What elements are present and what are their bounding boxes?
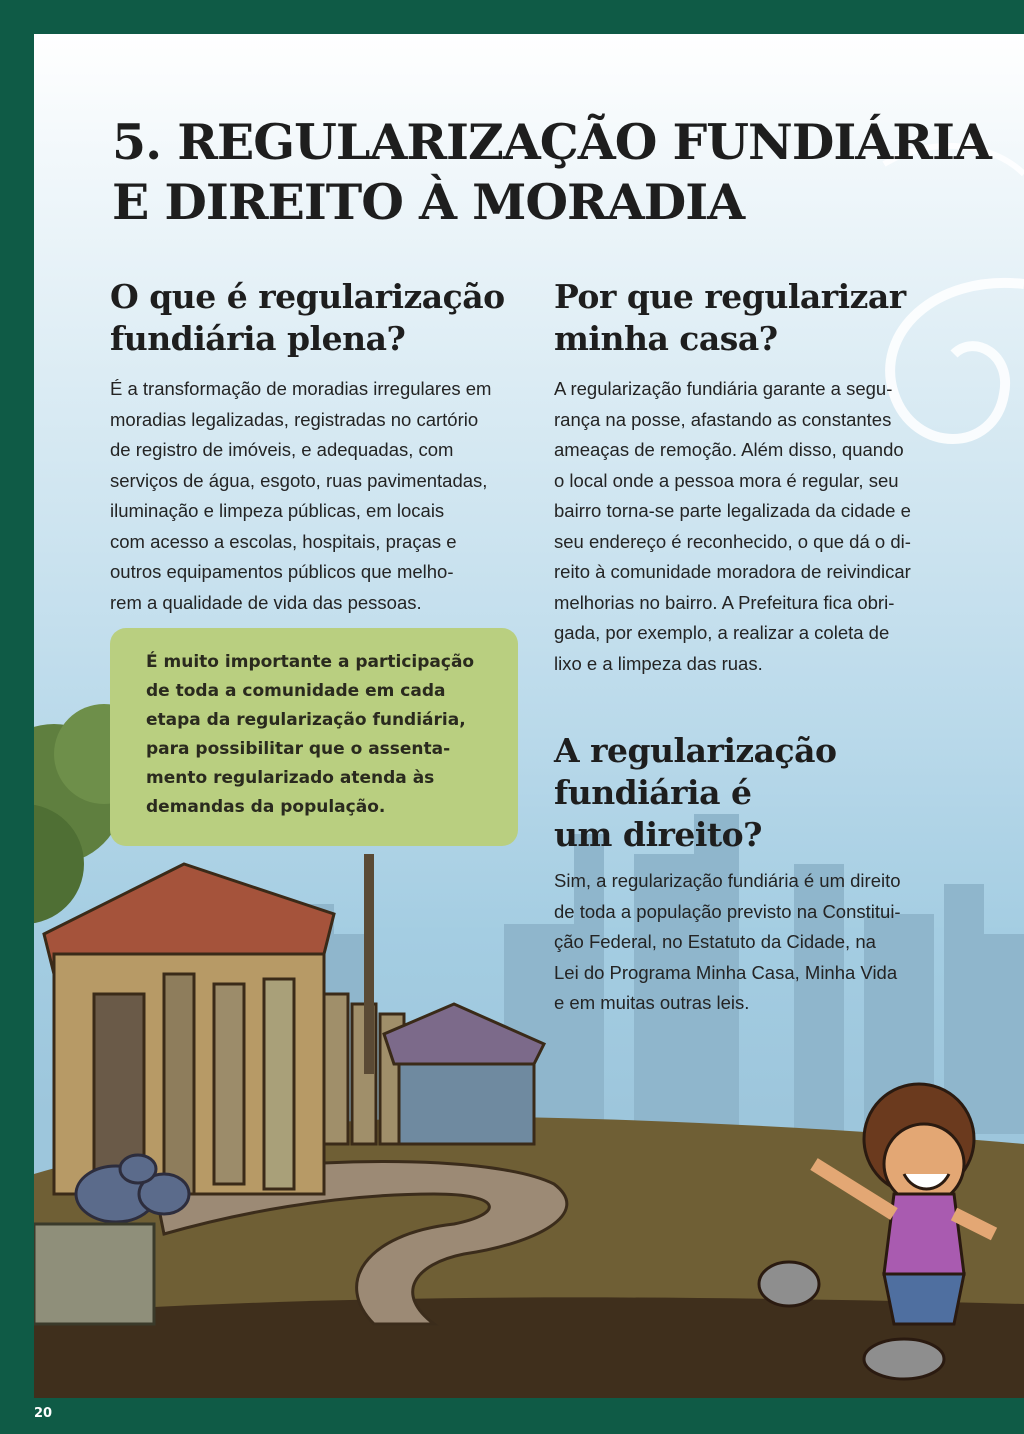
utility-pole xyxy=(364,854,374,1074)
section-heading: Por que regularizar minha casa? xyxy=(554,277,906,358)
page-number: 20 xyxy=(34,1406,53,1421)
section-body: É a transformação de moradias irregulares em moradias legalizadas, registradas no cartório de registro de imóveis, e adequadas, com serviços de água, esgoto, ruas pavimentadas, iluminação e limpeza públicas, em locais com acesso a escolas, hospitais, praças e outros equipamentos públicos que melho- rem a qualidade de vida das pessoas. xyxy=(110,378,492,613)
section-regularizacao-plena xyxy=(110,276,530,618)
section-direito xyxy=(554,730,974,1019)
page-title: 5. REGULARIZAÇÃO FUNDIÁRIA E DIREITO À MORADIA xyxy=(112,113,991,231)
section-heading: A regularização fundiária é um direito? xyxy=(554,731,837,854)
callout-text: É muito importante a participação de toda a comunidade em cada etapa da regularização fundiária, para possibilitar que o assenta- mento regularizado atenda às demandas da população. xyxy=(146,652,475,817)
footer-bar xyxy=(0,1398,1024,1434)
section-body: A regularização fundiária garante a segu- rança na posse, afastando as constantes ameaças de remoção. Além disso, quando o local onde a pessoa mora é regular, seu bairro torna-se parte legalizada da cidade e seu endereço é reconhecido, o que dá o di- reito à comunidade moradora de reivindicar melhorias no bairro. A Prefeitura fica obri- gada, por exemplo, a realizar a coleta de lixo e a limpeza das ruas. xyxy=(554,378,911,674)
section-body: Sim, a regularização fundiária é um direito de toda a população previsto na Constitui- ção Federal, no Estatuto da Cidade, na Lei do Programa Minha Casa, Minha Vida e em muitas outras leis. xyxy=(554,870,901,1013)
callout-box xyxy=(110,628,518,846)
section-por-que-regularizar xyxy=(554,276,974,679)
sewer-pipe xyxy=(34,1224,154,1324)
wooden-shack xyxy=(44,864,334,1194)
section-heading: O que é regularização fundiária plena? xyxy=(110,277,505,358)
